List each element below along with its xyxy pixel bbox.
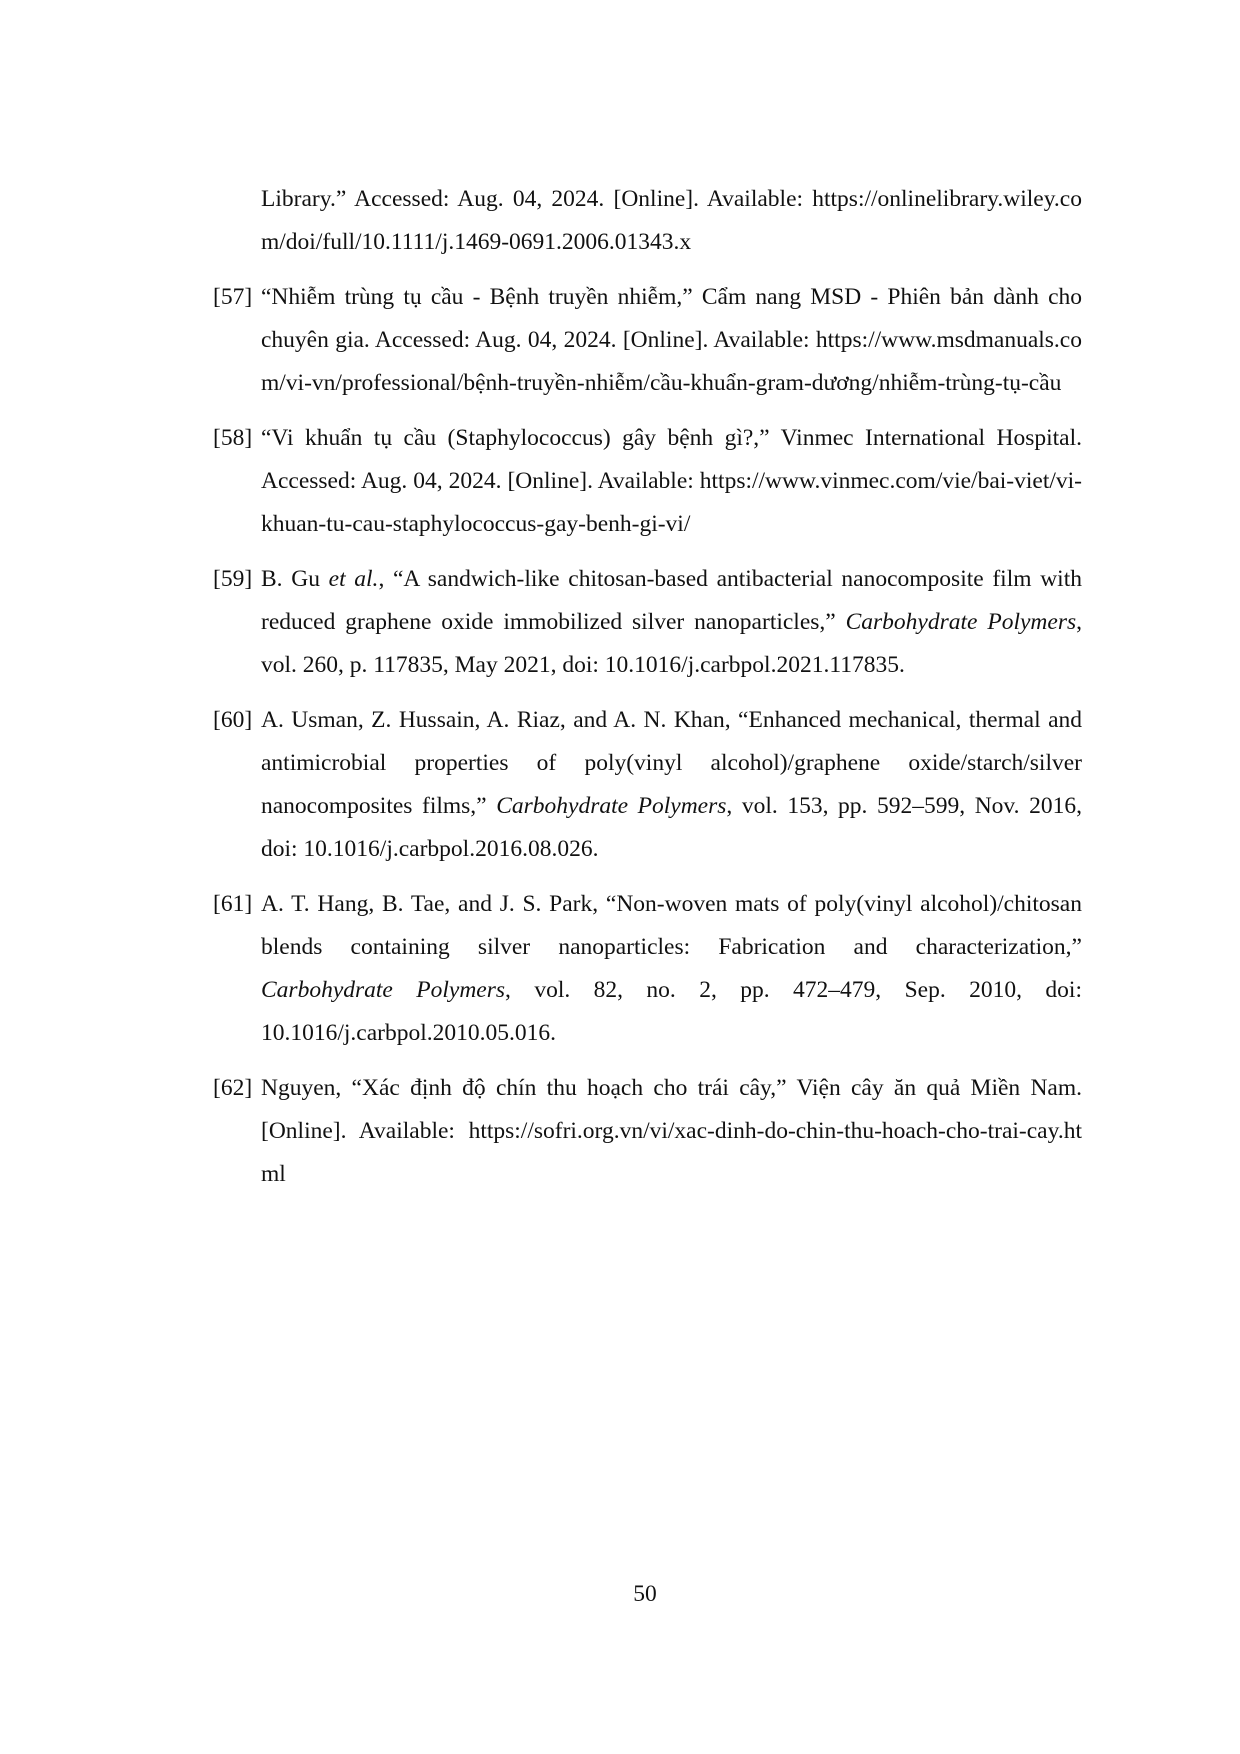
reference-number: [61] [213, 891, 253, 917]
reference-text: A. T. Hang, B. Tae, and J. S. Park, “Non-woven mats of poly(vinyl alcohol)/chitosan blends containing silver nanoparticles: Fabrication and characterization,” [261, 891, 1082, 960]
reference-text: “Vi khuẩn tụ cầu (Staphylococcus) gây bệnh gì?,” Vinmec International Hospital. Accessed: Aug. 04, 2024. [Online]. Available: [261, 425, 1082, 494]
reference-61 [213, 883, 1082, 1055]
reference-url: https://www.vinmec.com/vie/bai-viet/vi-khuan-tu-cau-staphylococcus-gay-benh-gi-vi/ [261, 468, 1082, 537]
reference-59 [213, 558, 1082, 687]
reference-url: https://sofri.org.vn/vi/xac-dinh-do-chin-thu-hoach-cho-trai-cay.html [261, 1118, 1082, 1187]
reference-57 [213, 276, 1082, 405]
reference-continuation [213, 178, 1082, 264]
reference-text: , vol. 260, p. 117835, May 2021, doi: 10.1016/j.carbpol.2021.117835. [261, 609, 1082, 678]
reference-text: B. Gu [261, 566, 329, 592]
journal-name: Carbohydrate Polymers [496, 793, 727, 819]
reference-number: [59] [213, 566, 253, 592]
reference-number: [58] [213, 425, 253, 451]
reference-text: A. Usman, Z. Hussain, A. Riaz, and A. N. Khan, “Enhanced mechanical, thermal and antimicrobial properties of poly(vinyl alcohol)/graphene oxide/starch/silver nanocomposites films,” [261, 707, 1082, 819]
reference-number: [60] [213, 707, 253, 733]
journal-name: Carbohydrate Polymers [261, 977, 506, 1003]
reference-list [213, 178, 1082, 1208]
journal-name: Carbohydrate Polymers [845, 609, 1077, 635]
reference-text: Library.” Accessed: Aug. 04, 2024. [Online]. Available: [261, 186, 813, 212]
reference-number: [62] [213, 1075, 253, 1101]
reference-text: , “A sandwich-like chitosan-based antibacterial nanocomposite film with reduced graphene oxide immobilized silver nanoparticles,” [261, 566, 1082, 635]
reference-url: https://www.msdmanuals.com/vi-vn/professional/bệnh-truyền-nhiễm/cầu-khuẩn-gram-dương/nhiễm-trùng-tụ-cầu [261, 327, 1082, 396]
reference-url: https://onlinelibrary.wiley.com/doi/full/10.1111/j.1469-0691.2006.01343.x [261, 186, 1082, 255]
reference-italic-text: et al. [328, 566, 379, 592]
reference-58 [213, 417, 1082, 546]
reference-text: , vol. 153, pp. 592–599, Nov. 2016, doi: 10.1016/j.carbpol.2016.08.026. [261, 793, 1082, 862]
reference-62 [213, 1067, 1082, 1196]
reference-text: , vol. 82, no. 2, pp. 472–479, Sep. 2010, doi: 10.1016/j.carbpol.2010.05.016. [261, 977, 1082, 1046]
reference-60 [213, 699, 1082, 871]
reference-text: “Nhiễm trùng tụ cầu - Bệnh truyền nhiễm,” Cẩm nang MSD - Phiên bản dành cho chuyên gia. Accessed: Aug. 04, 2024. [Online]. Available: [261, 284, 1082, 353]
reference-text: Nguyen, “Xác định độ chín thu hoạch cho trái cây,” Viện cây ăn quả Miền Nam. [Online]. Available: [261, 1075, 1082, 1144]
page-number: 50 [633, 1581, 657, 1607]
reference-number: [57] [213, 284, 253, 310]
